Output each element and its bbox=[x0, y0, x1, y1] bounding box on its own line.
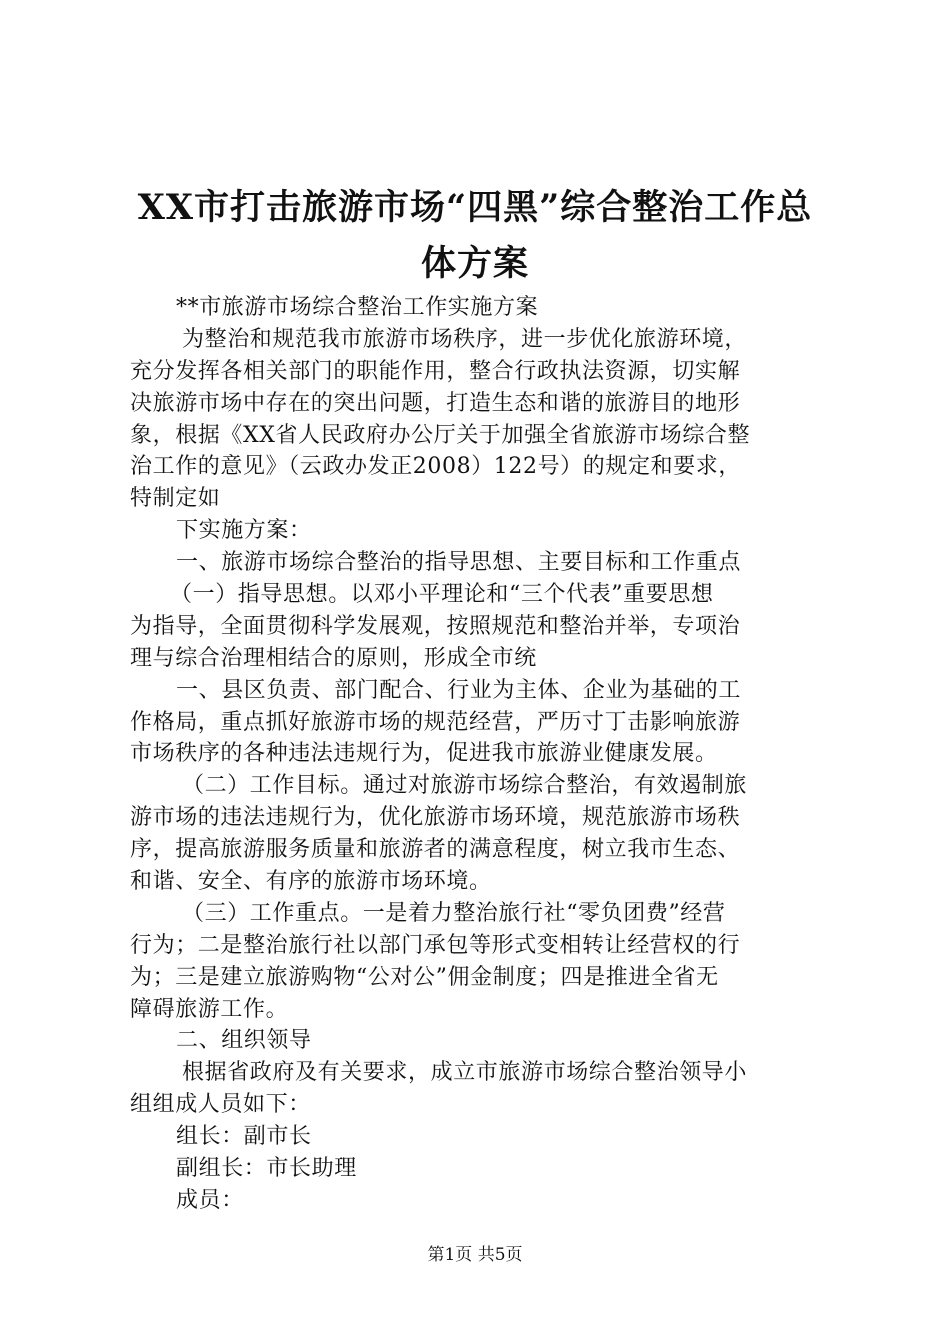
body-line: 和谐、安全、有序的旅游市场环境。 bbox=[130, 869, 492, 895]
body-line: 决旅游市场中存在的突出问题，打造生态和谐的旅游目的地形 bbox=[130, 390, 741, 416]
body-line: 充分发挥各相关部门的职能作用，整合行政执法资源，切实解 bbox=[130, 358, 741, 384]
page-number-footer: 第1页 共5页 bbox=[427, 1245, 523, 1265]
body-line: 二、组织领导 bbox=[176, 1028, 312, 1054]
body-line: 下实施方案： bbox=[176, 518, 312, 544]
body-line: 障碍旅游工作。 bbox=[130, 996, 289, 1022]
body-line: 为；三是建立旅游购物“公对公”佣金制度；四是推进全省无 bbox=[130, 964, 719, 990]
body-line: 一、旅游市场综合整治的指导思想、主要目标和工作重点 bbox=[176, 550, 742, 576]
body-line: 行为；二是整治旅行社以部门承包等形式变相转让经营权的行 bbox=[130, 932, 741, 958]
body-line: 为整治和规范我市旅游市场秩序，进一步优化旅游环境， bbox=[182, 326, 748, 352]
document-body bbox=[130, 292, 830, 1217]
body-line: 组长：副市长 bbox=[176, 1124, 312, 1150]
body-line: 根据省政府及有关要求，成立市旅游市场综合整治领导小 bbox=[182, 1060, 748, 1086]
body-line: 作格局，重点抓好旅游市场的规范经营，严历寸丁击影响旅游 bbox=[130, 709, 741, 735]
body-line: 市场秩序的各种违法违规行为，促进我市旅游业健康发展。 bbox=[130, 741, 718, 767]
body-line: 成员： bbox=[176, 1187, 244, 1213]
body-line: **市旅游市场综合整治工作实施方案 bbox=[176, 295, 539, 320]
body-line: 治工作的意见》（云政办发正2008）122号）的规定和要求， bbox=[130, 454, 741, 480]
body-line: 游市场的违法违规行为，优化旅游市场环境，规范旅游市场秩 bbox=[130, 805, 741, 831]
body-line: 特制定如 bbox=[130, 486, 221, 512]
body-line: 序，提高旅游服务质量和旅游者的满意程度，树立我市生态、 bbox=[130, 837, 741, 863]
body-line: （三）工作重点。一是着力整治旅行社“零负团费”经营 bbox=[182, 900, 726, 926]
document-title-line-1: XX市打击旅游市场“四黑”综合整治工作总 bbox=[137, 187, 813, 228]
document-title-line-2: 体方案 bbox=[420, 243, 529, 284]
body-line: 象，根据《XX省人民政府办公厅关于加强全省旅游市场综合整 bbox=[130, 422, 751, 448]
body-line: 理与综合治理相结合的原则，形成全市统 bbox=[130, 645, 537, 671]
body-line: 一、县区负责、部门配合、行业为主体、企业为基础的工 bbox=[176, 677, 742, 703]
body-line: （二）工作目标。通过对旅游市场综合整治，有效遏制旅 bbox=[182, 773, 748, 799]
body-line: （一）指导思想。以邓小平理论和“三个代表”重要思想 bbox=[170, 582, 714, 608]
body-line: 为指导，全面贯彻科学发展观，按照规范和整治并举，专项治 bbox=[130, 613, 741, 639]
body-line: 副组长：市长助理 bbox=[176, 1156, 357, 1182]
body-line: 组组成人员如下： bbox=[130, 1092, 311, 1118]
